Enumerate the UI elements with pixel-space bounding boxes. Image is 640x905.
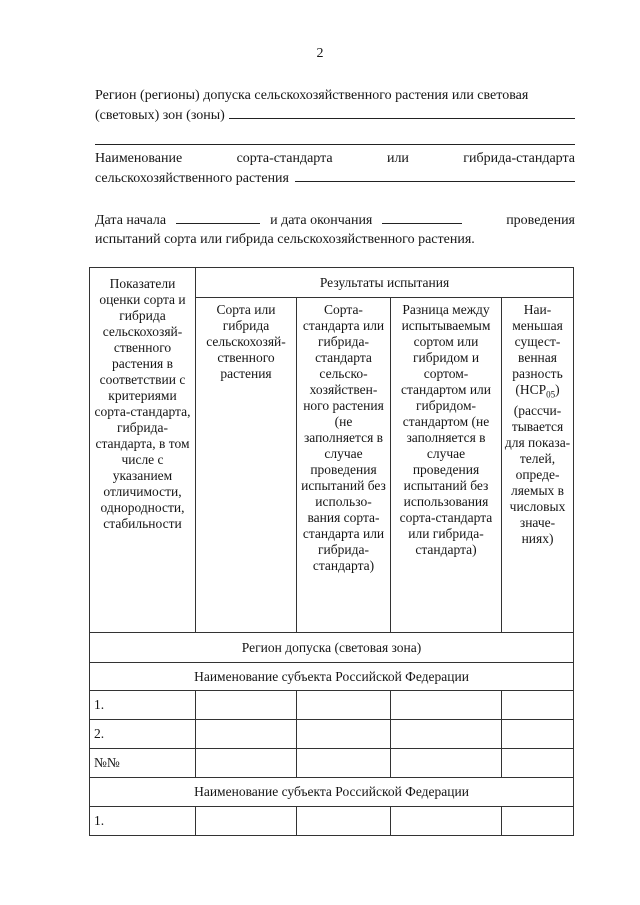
standard-fill-line — [295, 168, 575, 182]
row-1b-label: 1. — [90, 807, 196, 836]
difference-header-cell — [391, 298, 502, 633]
standard-word-1: Наименование — [95, 151, 183, 166]
difference-header: Разница между испытываемым сортом или гибридом и сортом-стандартом или гибридом-стандартом (не заполняется в случае проведения испытаний без использования сорта-стандарта или гибрида-стандарта) — [399, 302, 493, 557]
region-line-1: Регион (регионы) допуска сельскохозяйственного растения или световая — [95, 88, 529, 103]
standard-line-2: сельскохозяйственного растения — [95, 171, 289, 186]
results-table — [89, 267, 574, 836]
row-nn-label: №№ — [90, 749, 196, 778]
page-number: 2 — [316, 46, 324, 61]
dates-paragraph — [95, 210, 575, 249]
table-cell — [502, 691, 574, 720]
row-2-label: 2. — [90, 720, 196, 749]
nsr-header: Наи-меньшая сущест-венная разность $(НСР_{05})$ (рассчи-тывается для показа-телей, опреде-ляемых в числовых значе-ниях) — [504, 302, 571, 546]
table-cell — [502, 720, 574, 749]
subject-row-2: Наименование субъекта Российской Федерации — [90, 778, 574, 807]
table-cell — [196, 807, 297, 836]
table-cell — [297, 691, 391, 720]
end-date-fill-line — [382, 210, 462, 224]
row-1-label: 1. — [90, 691, 196, 720]
nsr-header-cell — [502, 298, 574, 633]
indicators-header-cell — [90, 268, 196, 633]
dates-word-3: проведения — [506, 213, 575, 228]
indicators-header: Показатели оценки сорта и гибрида сельскохозяй-ственного растения в соответствии с критериями сорта-стандарта, гибрида-стандарта, в том числе с указанием отличимости, однородности, стабильности — [94, 276, 191, 531]
table-cell — [391, 691, 502, 720]
region-line-2: (световых) зон (зоны) — [95, 108, 225, 123]
table-cell — [297, 807, 391, 836]
table-cell — [196, 691, 297, 720]
dates-word-2: и дата окончания — [270, 213, 373, 228]
table-cell — [502, 749, 574, 778]
region-row: Регион допуска (световая зона) — [90, 633, 574, 663]
standard-word-3: или — [386, 151, 409, 166]
table-cell — [391, 807, 502, 836]
region-continuation-line — [95, 144, 575, 145]
standard-header-cell — [297, 298, 391, 633]
table-cell — [502, 807, 574, 836]
variety-header: Сорта или гибрида сельскохозяй-ственного растения — [206, 302, 286, 381]
start-date-fill-line — [176, 210, 260, 224]
region-paragraph — [95, 86, 575, 125]
dates-line-2: испытаний сорта или гибрида сельскохозяйственного растения. — [95, 232, 475, 247]
dates-word-1: Дата начала — [95, 213, 167, 228]
table-cell — [391, 720, 502, 749]
standard-word-2: сорта-стандарта — [236, 151, 333, 166]
table-cell — [391, 749, 502, 778]
results-header-cell — [196, 268, 574, 298]
standard-paragraph — [95, 149, 575, 188]
standard-word-4: гибрида-стандарта — [463, 151, 575, 166]
region-fill-line — [229, 105, 575, 119]
table-cell — [297, 749, 391, 778]
results-header: Результаты испытания — [319, 274, 450, 290]
table-cell — [297, 720, 391, 749]
table-cell — [196, 720, 297, 749]
subject-row-1: Наименование субъекта Российской Федерации — [90, 663, 574, 691]
table-cell — [196, 749, 297, 778]
standard-header: Сорта-стандарта или гибрида-стандарта сельско-хозяйствен-ного растения (не заполняется в случае проведения испытаний без использо-вания сорта-стандарта или гибрида-стандарта) — [301, 302, 386, 573]
variety-header-cell — [196, 298, 297, 633]
